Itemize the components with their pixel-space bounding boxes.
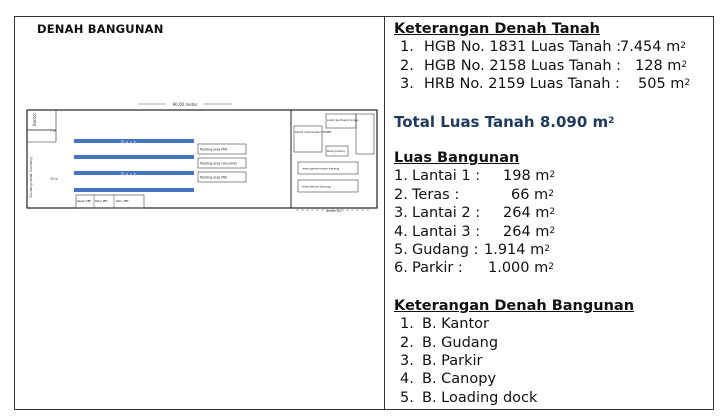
left-title: DENAH BANGUNAN bbox=[37, 22, 164, 36]
floor-plan bbox=[26, 98, 378, 213]
bangunan-item-value-text: 264 m bbox=[503, 205, 550, 222]
bangunan-item-value bbox=[503, 204, 555, 222]
bangunan-item-sup: 2 bbox=[549, 207, 556, 218]
bangunan-item-value bbox=[503, 167, 555, 185]
tanah-item-value-text: 128 m bbox=[635, 57, 682, 74]
bangunan-item-name: Lantai 2 : bbox=[412, 205, 481, 222]
retur-pbf-2: Retur PBF bbox=[116, 200, 129, 203]
bangunan-item-value-text: 198 m bbox=[503, 168, 550, 185]
tanah-item-name: HGB No. 1831 Luas Tanah : bbox=[424, 39, 622, 56]
bangunan-item-num: 1. bbox=[394, 168, 408, 185]
bangunan-item bbox=[394, 241, 712, 259]
bangunan-item-num: 5. bbox=[394, 241, 408, 258]
tanah-item-name: HRB No. 2159 Luas Tanah : bbox=[424, 76, 620, 93]
tanah-item-value bbox=[638, 75, 690, 93]
tanah-item-name: HGB No. 2158 Luas Tanah : bbox=[424, 57, 622, 74]
keterangan-item bbox=[394, 315, 712, 333]
bangunan-item bbox=[394, 259, 712, 277]
tanah-item-num: 2. bbox=[400, 57, 414, 74]
keterangan-item-label: B. Kantor bbox=[422, 316, 490, 333]
dim-top-label: 90.00 meter bbox=[172, 102, 198, 107]
kantor-label: Kantor Administrasi PIM/PBF bbox=[295, 131, 332, 134]
keterangan-bangunan-heading: Keterangan Denah Bangunan bbox=[394, 297, 635, 314]
bangunan-item-value-text: 264 m bbox=[503, 223, 550, 240]
packing-pbf: Packing area PBF bbox=[200, 175, 228, 180]
tanah-item-value bbox=[635, 57, 687, 75]
side-label-gudang: Gudang obat Gudang bbox=[28, 157, 33, 198]
keterangan-item-num: 4. bbox=[400, 371, 414, 388]
total-luas-tanah bbox=[394, 113, 712, 131]
loket-label: Loket dan Ruang tunggu bbox=[327, 119, 359, 122]
bangunan-item-value bbox=[511, 186, 554, 204]
bangunan-item-name: Lantai 1 : bbox=[412, 168, 481, 185]
right-panel bbox=[394, 20, 712, 407]
bangunan-heading: Luas Bangunan bbox=[394, 149, 520, 166]
bangunan-item-name: Parkir : bbox=[412, 260, 463, 277]
repair-pbf: Repair PBF bbox=[77, 200, 91, 203]
rack-label-1: R a c k bbox=[121, 141, 137, 146]
bangunan-item bbox=[394, 223, 712, 241]
tanah-item-num: 1. bbox=[400, 39, 414, 56]
bangunan-item-value-text: 1.000 m bbox=[488, 260, 549, 277]
tanah-item-sup: 2 bbox=[684, 78, 691, 89]
bangunan-item-sup: 2 bbox=[548, 188, 554, 199]
left-dim-top: 7 m bbox=[50, 129, 57, 133]
dim-bottom-label: meter 82 bbox=[326, 209, 342, 213]
bangunan-item-sup: 2 bbox=[549, 225, 556, 236]
penerimaan: area penerimaan barang bbox=[302, 166, 340, 171]
keterangan-item-num: 1. bbox=[400, 316, 414, 333]
bangunan-item-value-text: 1.914 m bbox=[484, 241, 545, 258]
bangunan-item-num: 2. bbox=[394, 186, 408, 203]
bangunan-item-sup: 2 bbox=[548, 262, 554, 273]
keterangan-item bbox=[394, 370, 712, 388]
bangunan-item-num: 6. bbox=[394, 260, 408, 277]
bangunan-item bbox=[394, 167, 712, 185]
tanah-item-sup: 2 bbox=[680, 41, 686, 52]
ruang-loading: Ruang Loading bbox=[327, 150, 345, 153]
tanah-item-value-text: 7.454 m bbox=[620, 39, 681, 56]
total-sup: 2 bbox=[608, 115, 615, 126]
tanah-item-sup: 2 bbox=[681, 59, 688, 70]
bangunan-item-value bbox=[488, 259, 554, 277]
bangunan-item-value-text: 66 m bbox=[511, 186, 549, 203]
rack-label-2: R a c k bbox=[121, 173, 137, 178]
tanah-item-value-text: 505 m bbox=[638, 76, 685, 93]
column-divider bbox=[384, 16, 385, 410]
tanah-item-num: 3. bbox=[400, 76, 414, 93]
packing-consumer: Packing area consumer bbox=[200, 161, 238, 166]
bangunan-item-sup: 2 bbox=[549, 170, 556, 181]
tanah-item-value bbox=[620, 38, 686, 56]
bangunan-item bbox=[394, 204, 712, 222]
keterangan-item-label: B. Parkir bbox=[422, 352, 483, 369]
tanah-heading: Keterangan Denah Tanah bbox=[394, 21, 600, 37]
bangunan-item-name: Gudang : bbox=[412, 241, 479, 258]
keterangan-item-label: B. Canopy bbox=[422, 371, 497, 388]
tanah-item bbox=[394, 57, 712, 75]
keterangan-item-num: 3. bbox=[400, 352, 414, 369]
keterangan-item bbox=[394, 352, 712, 370]
bangunan-item-name: Teras : bbox=[412, 186, 460, 203]
bangunan-item bbox=[394, 186, 712, 204]
bangunan-item-value bbox=[503, 223, 555, 241]
bangunan-item-sup: 2 bbox=[544, 243, 550, 254]
tanah-item bbox=[394, 38, 712, 56]
side-label-kantor: Kantor bbox=[32, 112, 37, 126]
keterangan-item-label: B. Gudang bbox=[422, 334, 499, 351]
total-label: Total Luas Tanah 8.090 m bbox=[394, 112, 609, 131]
bangunan-item-num: 4. bbox=[394, 223, 408, 240]
keterangan-item-num: 5. bbox=[400, 389, 414, 406]
bangunan-item-num: 3. bbox=[394, 205, 408, 222]
bangunan-item-name: Lantai 3 : bbox=[412, 223, 481, 240]
floor-plan-drawing bbox=[26, 98, 378, 213]
tanah-item bbox=[394, 75, 712, 93]
rack-4 bbox=[74, 188, 194, 192]
keterangan-item bbox=[394, 389, 712, 407]
retur-pbf: Retur PBF bbox=[95, 200, 108, 203]
bangunan-item-value bbox=[484, 241, 550, 259]
packing-pim: Packing area PIM bbox=[200, 147, 228, 152]
kantor-room bbox=[294, 126, 322, 152]
rack-2 bbox=[74, 155, 194, 159]
keterangan-item bbox=[394, 334, 712, 352]
keterangan-item-label: B. Loading dock bbox=[422, 389, 538, 406]
keluar: area keluar barang bbox=[302, 184, 331, 189]
left-dim-mid: 35 m bbox=[50, 177, 59, 181]
keterangan-item-num: 2. bbox=[400, 334, 414, 351]
